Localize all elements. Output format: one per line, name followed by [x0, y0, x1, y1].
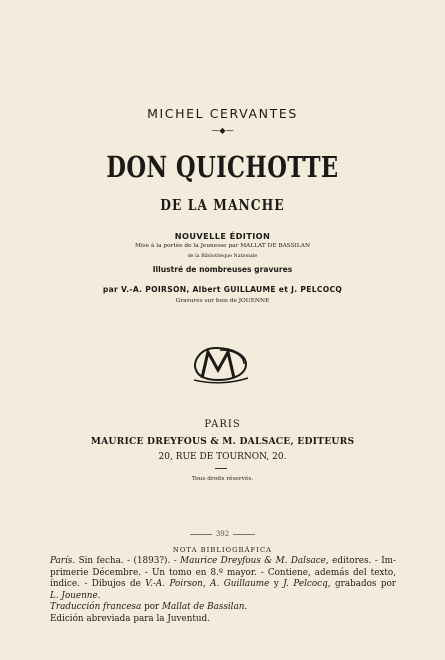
title-ornament: ⁓◆⁓	[211, 126, 234, 135]
publisher-name: MAURICE DREYFOUS & M. DALSACE, EDITEURS	[90, 436, 355, 447]
note-line: índice. - Dibujos de V.-A. Poirson, A. Guillaume y J. Pelcocq, grabados por	[50, 579, 396, 589]
note-line: L. Jouenne.	[50, 590, 101, 601]
book-subtitle: DE LA MANCHE	[160, 197, 285, 214]
adaptation-prefix: Mise à la portée de la Jeunesse par	[134, 243, 241, 249]
note-line: Edición abreviada para la Juventud.	[50, 613, 210, 624]
illustrators-line: par V.-A. POIRSON, Albert GUILLAUME et J. PELCOCQ	[102, 285, 343, 294]
divider	[215, 468, 227, 469]
adaptation-line	[0, 243, 445, 249]
rule-left	[190, 534, 212, 535]
bibliographic-note	[50, 556, 396, 625]
publisher-monogram-icon	[190, 340, 252, 384]
author-name: MICHEL CERVANTES	[147, 106, 298, 121]
publisher-address: 20, RUE DE TOURNON, 20.	[158, 452, 287, 462]
page-number	[0, 530, 445, 538]
rule-right	[233, 534, 255, 535]
library-line: de la Bibliothèque Nationale	[187, 254, 258, 259]
book-title: DON QUICHOTTE	[106, 150, 339, 184]
illustrated-line: Illustré de nombreuses gravures	[152, 265, 293, 274]
note-line: París. Sin fecha. - (1893?). - Maurice Dreyfous & M. Dalsace, editores. - Im-	[50, 556, 396, 566]
adaptation-author: MALLAT DE BASSILAN	[240, 243, 311, 249]
page-number-value: 392	[215, 530, 230, 538]
note-line: Traducción francesa por Mallat de Bassilan.	[50, 602, 248, 612]
note-line: primerie Décembre. - Un tomo en 8.º mayor. - Contiene, además del texto,	[50, 567, 396, 578]
rights-notice: Tous droits réservés.	[191, 476, 254, 482]
city: PARIS	[204, 419, 241, 430]
edition-line: NOUVELLE ÉDITION	[174, 231, 271, 241]
note-heading: NOTA BIBLIOGRÁFICA	[172, 546, 273, 554]
engravers-line: Gravures sur bois de JOUENNE	[175, 298, 270, 304]
